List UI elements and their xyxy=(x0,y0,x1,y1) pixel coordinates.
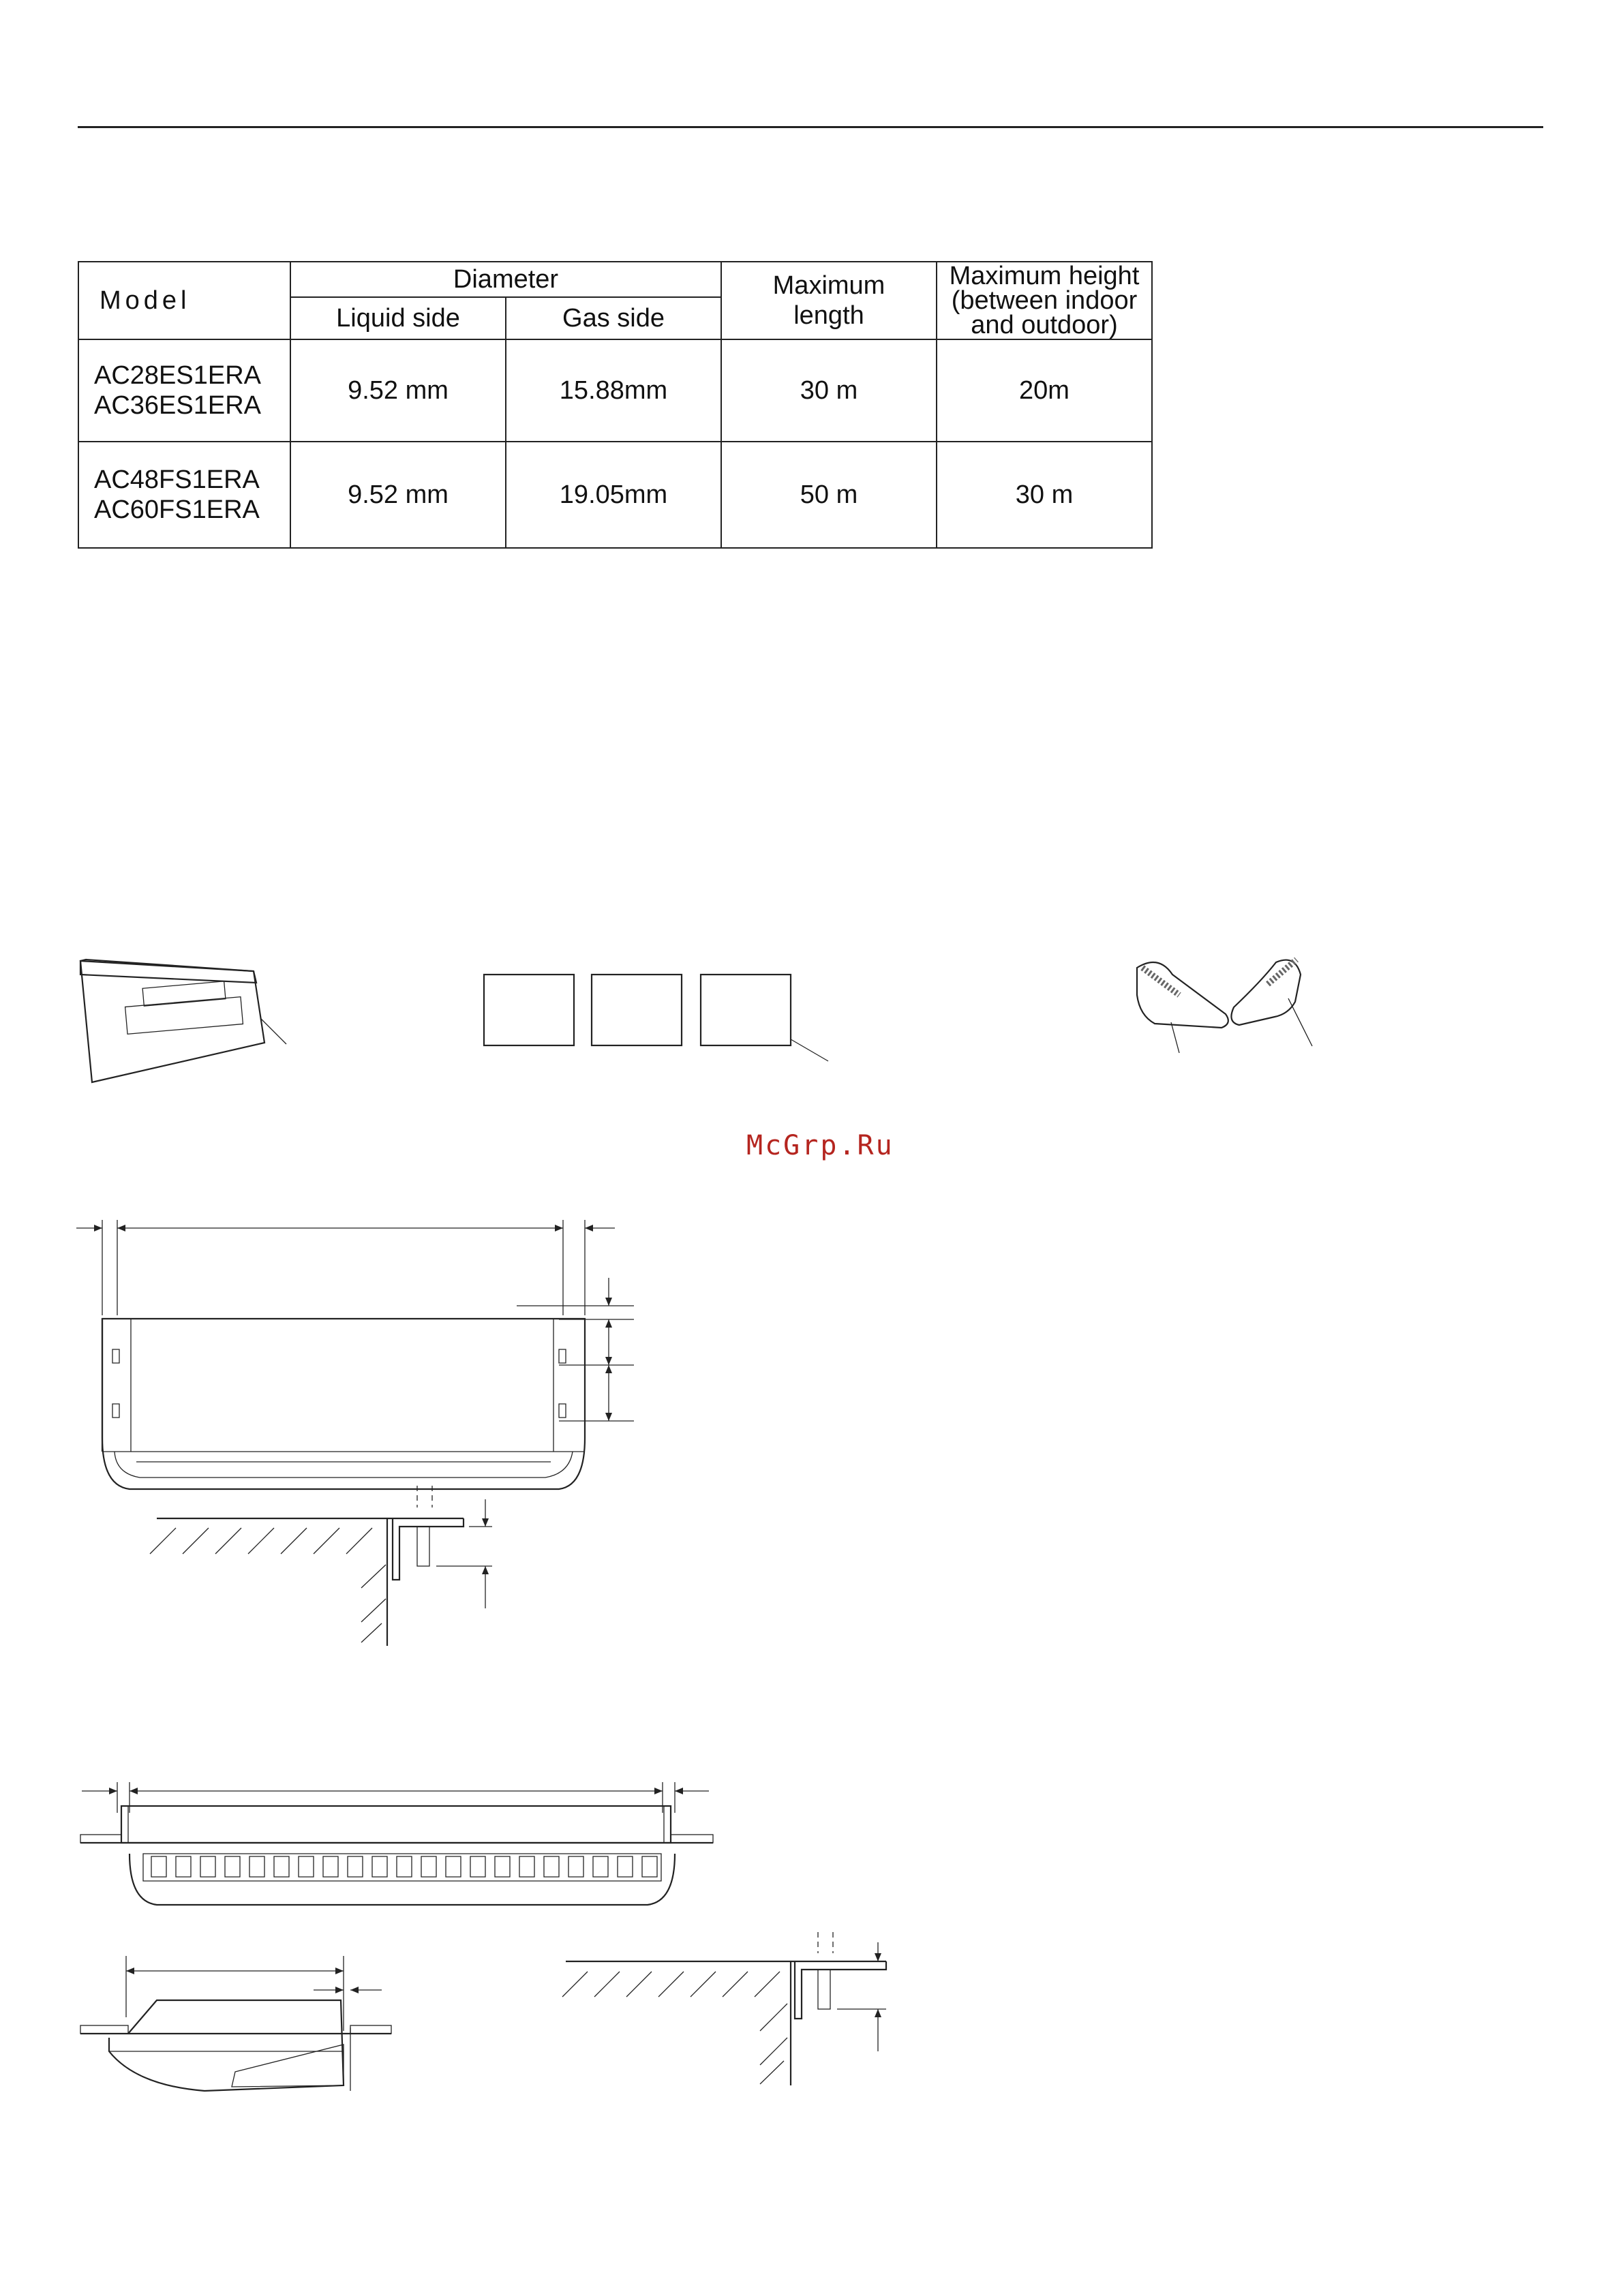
ceiling-bracket-detail xyxy=(150,1486,492,1646)
fittings-illustration xyxy=(1137,960,1312,1053)
gas-cell: 19.05mm xyxy=(506,442,721,548)
air-filter-illustration xyxy=(80,960,286,1082)
ceiling-bracket-detail-2 xyxy=(562,1932,886,2085)
max-height-header: Maximum height (between indoor and outdoor) xyxy=(937,262,1152,339)
liquid-cell: 9.52 mm xyxy=(290,442,506,548)
model-cell: AC48FS1ERA AC60FS1ERA xyxy=(78,442,290,548)
max-length-header: Maximum length xyxy=(721,262,937,339)
length-cell: 50 m xyxy=(721,442,937,548)
louver-slots xyxy=(151,1856,657,1877)
length-cell: 30 m xyxy=(721,339,937,442)
diameter-header: Diameter xyxy=(290,262,721,297)
ceiling-install-front-view xyxy=(80,1782,713,1905)
model-cell: AC28ES1ERA AC36ES1ERA xyxy=(78,339,290,442)
ceiling-install-side-view xyxy=(80,1956,391,2091)
filter-grids-illustration xyxy=(484,975,828,1061)
watermark: McGrp.Ru xyxy=(746,1130,894,1161)
unit-front-view xyxy=(76,1220,634,1489)
gas-cell: 15.88mm xyxy=(506,339,721,442)
gas-side-header: Gas side xyxy=(506,297,721,339)
liquid-cell: 9.52 mm xyxy=(290,339,506,442)
height-cell: 30 m xyxy=(937,442,1152,548)
model-header: Model xyxy=(78,262,290,339)
height-cell: 20m xyxy=(937,339,1152,442)
liquid-side-header: Liquid side xyxy=(290,297,506,339)
